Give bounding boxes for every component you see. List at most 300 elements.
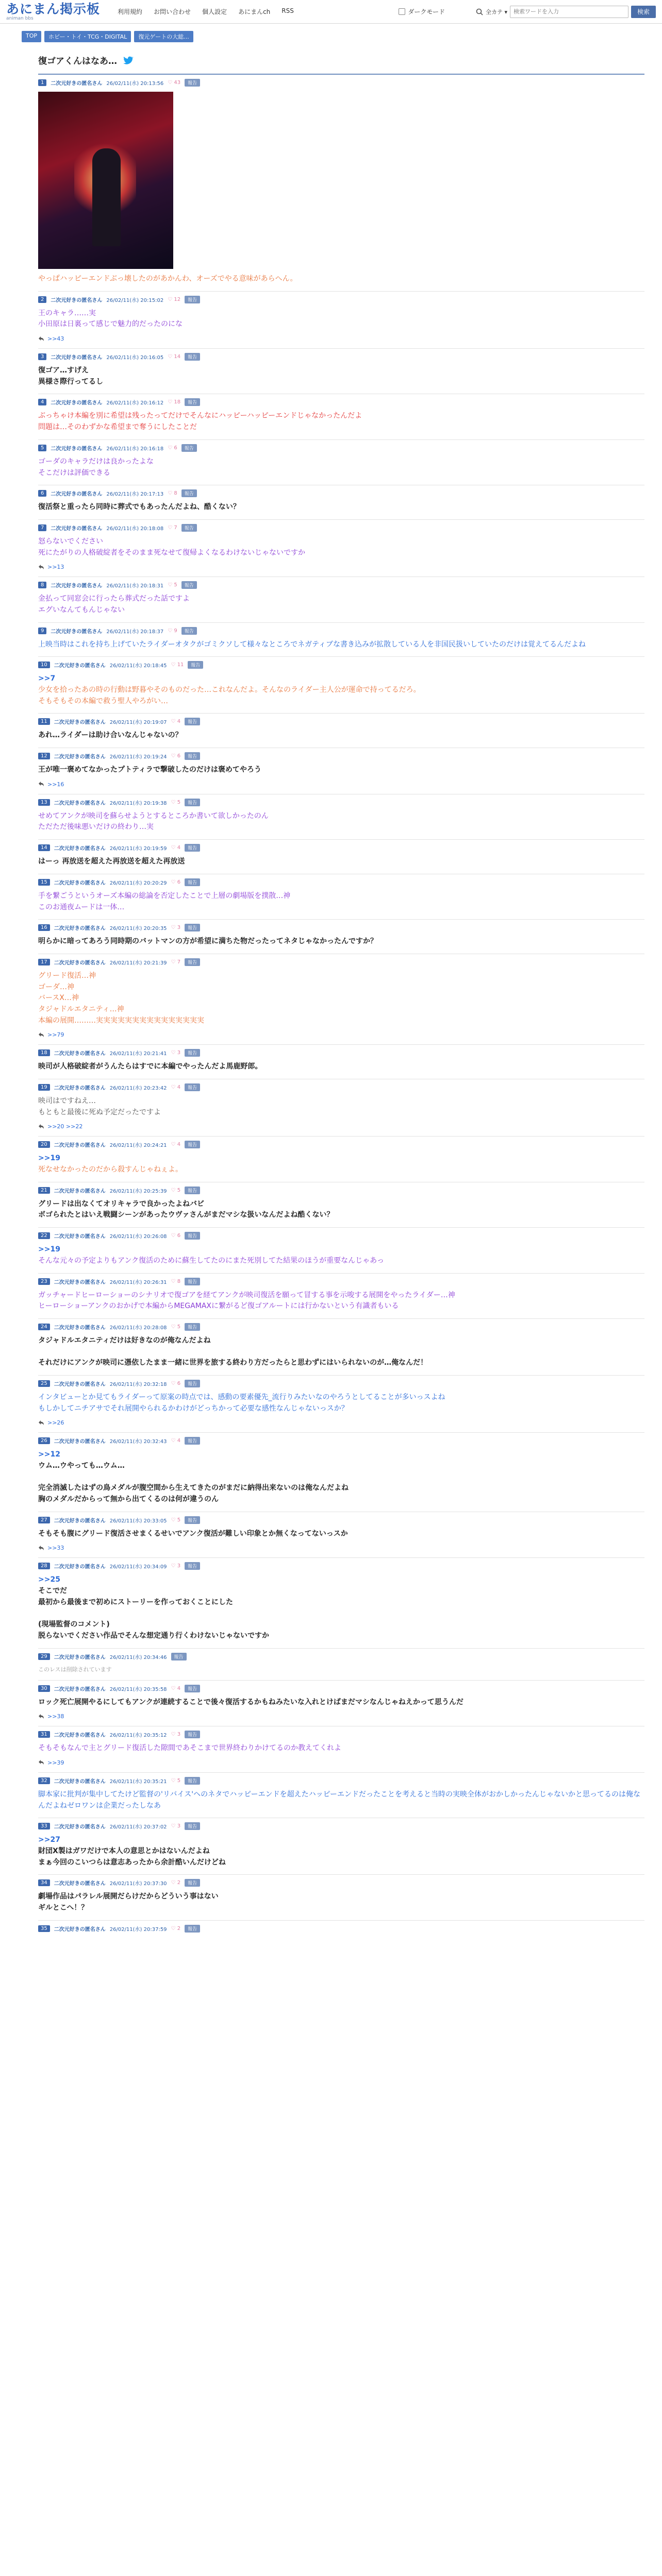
post-author: 二次元好きの匿名さん <box>54 1518 106 1524</box>
like-button[interactable]: ♡ 8 <box>171 1278 181 1284</box>
like-button[interactable]: ♡ 5 <box>171 1187 181 1193</box>
report-button[interactable]: 報告 <box>185 799 200 806</box>
reply-links <box>38 1713 644 1720</box>
post-author: 二次元好きの匿名さん <box>54 1234 106 1240</box>
report-button[interactable]: 報告 <box>188 661 203 669</box>
report-button[interactable]: 報告 <box>185 1731 200 1738</box>
like-button[interactable]: ♡ 18 <box>168 399 181 405</box>
post-date: 26/02/11(水) 20:17:13 <box>106 492 164 498</box>
post-line: エグいなんてもんじゃない <box>38 605 125 614</box>
logo-subtitle: animan bbs <box>6 15 34 21</box>
like-button[interactable]: ♡ 6 <box>171 1380 181 1386</box>
post-body <box>38 365 644 387</box>
post <box>38 954 644 1044</box>
thread-title-row <box>0 42 662 66</box>
post-number[interactable]: 21 <box>38 1187 50 1194</box>
nav-item[interactable]: 個人設定 <box>202 8 227 15</box>
post-date: 26/02/11(水) 20:34:46 <box>109 1654 167 1660</box>
post-number[interactable]: 1 <box>38 79 46 86</box>
post-body <box>38 594 644 616</box>
like-button[interactable]: ♡ 2 <box>171 1925 181 1931</box>
like-button[interactable]: ♡ 7 <box>168 524 177 531</box>
post-line: 復ゴア…すげえ <box>38 366 89 375</box>
post-line: 復活祭と重ったら同時に葬式でもあったんだよね、酷くない？ <box>38 503 240 512</box>
post-header <box>38 1278 644 1285</box>
post <box>38 748 644 794</box>
report-button[interactable]: 報告 <box>185 1437 200 1445</box>
post-date: 26/02/11(水) 20:16:05 <box>106 355 164 361</box>
report-button[interactable]: 報告 <box>185 1562 200 1570</box>
post-date: 26/02/11(水) 20:25:39 <box>109 1188 167 1194</box>
reply-links <box>38 781 644 788</box>
post-body <box>38 1665 644 1674</box>
post-line: まぁ今回のこいつらは意志あったから余計酷いんだけどね <box>38 1858 226 1867</box>
post <box>38 713 644 748</box>
post-line: 財団X製はガワだけで本人の意思とかはないんだよね <box>38 1847 210 1856</box>
quote-link[interactable]: >>12 <box>38 1450 60 1459</box>
search-category-select[interactable]: 全カテ ▾ <box>485 8 507 15</box>
post-header <box>38 958 644 966</box>
logo-title[interactable]: あにまん掲示板 <box>6 1 101 16</box>
post-line: 異様さ際行ってるし <box>38 377 103 386</box>
reply-link[interactable]: >>39 <box>47 1759 64 1766</box>
like-button[interactable]: ♡ 6 <box>171 753 181 759</box>
post-number[interactable]: 6 <box>38 490 46 497</box>
post-author: 二次元好きの匿名さん <box>54 1881 106 1887</box>
post <box>38 656 644 713</box>
post-number[interactable]: 28 <box>38 1563 50 1569</box>
report-button[interactable]: 報告 <box>181 524 197 532</box>
post-number[interactable]: 9 <box>38 628 46 634</box>
post-line: ギルとこへ！？ <box>38 1904 89 1912</box>
search-button[interactable]: 検索 <box>631 6 656 18</box>
post-date: 26/02/11(水) 20:26:08 <box>109 1234 167 1240</box>
like-button[interactable]: ♡ 4 <box>171 1084 181 1090</box>
post-author: 二次元好きの匿名さん <box>51 446 103 452</box>
post-body <box>38 1937 644 1948</box>
post-line: そもそも腹にグリード復活させまくるせいでアンク復活が難しい印象とか無くなってないっスか <box>38 1529 348 1538</box>
header-nav <box>118 7 399 16</box>
post-line: そもそもその本編で救う聖人やろがい… <box>38 697 168 705</box>
post-header <box>38 1437 644 1445</box>
dark-mode-label: ダークモード <box>408 8 445 15</box>
quote-link[interactable]: >>19 <box>38 1245 60 1254</box>
like-button[interactable]: ♡ 3 <box>171 925 181 931</box>
like-button[interactable]: ♡ 4 <box>171 719 181 725</box>
post-header <box>38 878 644 886</box>
post <box>38 1227 644 1273</box>
post-author: 二次元好きの匿名さん <box>54 1086 106 1091</box>
like-button[interactable]: ♡ 3 <box>171 1563 181 1569</box>
post-date: 26/02/11(水) 20:19:38 <box>109 800 167 806</box>
post-line: ゴーダ…神 <box>38 982 74 991</box>
dark-mode-toggle[interactable] <box>399 7 445 16</box>
post-line: インタビューとか見てもライダーって原案の時点では、感動の要素優先_流行りみたいなのやろうとしてることが多いっスよね <box>38 1393 445 1401</box>
post-number[interactable]: 30 <box>38 1685 50 1692</box>
post-author: 二次元好きの匿名さん <box>54 1381 106 1387</box>
post-body <box>38 1529 644 1540</box>
post <box>38 1648 644 1680</box>
post-number[interactable]: 23 <box>38 1278 50 1285</box>
like-button[interactable]: ♡ 5 <box>171 1517 181 1523</box>
like-button[interactable]: ♡ 5 <box>171 799 181 805</box>
post-date: 26/02/11(水) 20:33:05 <box>109 1518 167 1524</box>
report-button[interactable]: 報告 <box>185 1685 200 1692</box>
breadcrumb <box>0 24 662 42</box>
post-number[interactable]: 4 <box>38 399 46 405</box>
like-button[interactable]: ♡ 7 <box>171 959 181 965</box>
post-number[interactable]: 33 <box>38 1823 50 1829</box>
post-line: 映司が人格破綻者がうんたらはすでに本編でやったんだよ馬鹿野郎。 <box>38 1062 262 1071</box>
like-button[interactable]: ♡ 14 <box>168 354 181 360</box>
post-header <box>38 1653 644 1660</box>
nav-item[interactable]: お問い合わせ <box>154 8 191 15</box>
like-button[interactable]: ♡ 3 <box>171 1823 181 1829</box>
reply-link[interactable]: >>38 <box>47 1713 64 1720</box>
breadcrumb-item[interactable]: 復元ゲートの大総... <box>134 31 193 42</box>
report-button[interactable]: 報告 <box>185 878 200 886</box>
post-author: 二次元好きの匿名さん <box>54 1778 106 1785</box>
post-line: 小田原は日裏って感じで魅力的だったのにな <box>38 320 183 329</box>
post-number[interactable]: 31 <box>38 1731 50 1738</box>
post-date: 26/02/11(水) 20:32:43 <box>109 1439 167 1445</box>
post <box>38 519 644 577</box>
reply-arrow-icon <box>38 336 44 342</box>
post-line: ただただ後味悪いだけの終わり…実 <box>38 823 154 832</box>
post-header <box>38 353 644 361</box>
post-line: 問題は…そのわずかな希望まで奪うにしたことだ <box>38 423 197 432</box>
post-header <box>38 1516 644 1524</box>
reply-arrow-icon <box>38 1420 44 1426</box>
post-line: そんな元々の予定よりもアンク復活のために蘇生してたのにまた死別してた結果のほうが重要なんじゃあっ <box>38 1256 385 1265</box>
report-button[interactable]: 報告 <box>185 752 200 760</box>
post-line: 最初から最後まで初めにストーリーを作っておくことにした <box>38 1598 233 1606</box>
post-author: 二次元好きの匿名さん <box>54 1051 106 1057</box>
post-date: 26/02/11(水) 20:19:59 <box>109 846 167 852</box>
nav-item[interactable]: あにまんch <box>238 8 271 15</box>
post-number[interactable]: 27 <box>38 1517 50 1523</box>
post-line <box>38 1472 644 1483</box>
post-author: 二次元好きの匿名さん <box>51 297 103 303</box>
post-header <box>38 1380 644 1387</box>
post-line: 完全消滅したはずの鳥メダルが腹空間から生えてきたのがまだに納得出来ないのは俺なんだよね <box>38 1484 349 1493</box>
post-number[interactable]: 29 <box>38 1653 50 1660</box>
post-date: 26/02/11(水) 20:35:58 <box>109 1686 167 1692</box>
post-line: 本編の展開………実実実実実実実実実実実実実実実 <box>38 1016 204 1025</box>
report-button[interactable]: 報告 <box>185 1141 200 1148</box>
post-number[interactable]: 10 <box>38 662 50 668</box>
post-author: 二次元好きの匿名さん <box>54 1564 106 1570</box>
post-line: そこだけは評価できる <box>38 468 110 477</box>
post <box>38 1273 644 1318</box>
post-line: グリードは出なくてオリキャラで良かったよねバビ <box>38 1199 204 1208</box>
reply-link[interactable]: >>79 <box>47 1031 64 1039</box>
like-button[interactable]: ♡ 4 <box>171 1438 181 1444</box>
post-header <box>38 1083 644 1091</box>
search-input[interactable] <box>510 6 628 18</box>
twitter-share-icon[interactable] <box>122 55 134 66</box>
post-number[interactable]: 13 <box>38 799 50 806</box>
post-number[interactable]: 8 <box>38 582 46 588</box>
post-author: 二次元好きの匿名さん <box>54 846 106 852</box>
post-line: 映司はですねえ… <box>38 1097 96 1105</box>
post-date: 26/02/11(水) 20:18:45 <box>109 663 167 669</box>
report-button[interactable]: 報告 <box>185 1278 200 1285</box>
post-body <box>38 1835 644 1868</box>
post <box>38 439 644 485</box>
post-header <box>38 924 644 931</box>
post-line: 怒らないでください <box>38 537 103 546</box>
post-date: 26/02/11(水) 20:26:31 <box>109 1279 167 1285</box>
reply-link[interactable]: >>26 <box>47 1419 64 1427</box>
post-body <box>38 1244 644 1266</box>
post-author: 二次元好きの匿名さん <box>54 800 106 806</box>
post-number[interactable]: 24 <box>38 1324 50 1330</box>
like-button[interactable]: ♡ 6 <box>171 1233 181 1239</box>
post-body <box>38 1449 644 1505</box>
post-number[interactable]: 11 <box>38 718 50 725</box>
checkbox-icon[interactable] <box>399 8 405 15</box>
post <box>38 874 644 919</box>
post-header <box>38 1232 644 1240</box>
post <box>38 794 644 839</box>
breadcrumb-item[interactable]: ホビー・トイ・TCG・DIGITAL <box>44 31 131 42</box>
post-body <box>38 536 644 558</box>
post <box>38 1136 644 1181</box>
search-area <box>476 6 656 18</box>
post-header <box>38 1777 644 1785</box>
report-button[interactable]: 報告 <box>181 489 197 497</box>
post-number[interactable]: 2 <box>38 296 46 303</box>
reply-links <box>38 564 644 570</box>
post-number[interactable]: 35 <box>38 1925 50 1932</box>
quote-link[interactable]: >>7 <box>38 674 56 683</box>
post-body <box>38 971 644 1026</box>
post-line <box>38 1608 644 1620</box>
post-body <box>38 1096 644 1118</box>
post-header <box>38 718 644 725</box>
post-line: 金払って同窓会に行ったら葬式だった話ですよ <box>38 595 190 603</box>
post-number[interactable]: 17 <box>38 959 50 965</box>
post-body <box>38 308 644 330</box>
post-date: 26/02/11(水) 20:28:08 <box>109 1325 167 1331</box>
post <box>38 348 644 394</box>
report-button[interactable]: 報告 <box>185 1187 200 1194</box>
report-button[interactable]: 報告 <box>185 1232 200 1240</box>
post-date: 26/02/11(水) 20:18:37 <box>106 629 164 635</box>
post-date: 26/02/11(水) 20:20:35 <box>109 926 167 932</box>
nav-item[interactable]: RSS <box>282 7 294 14</box>
post-header <box>38 444 644 452</box>
post-date: 26/02/11(水) 20:24:21 <box>109 1143 167 1149</box>
like-button[interactable]: ♡ 3 <box>171 1050 181 1056</box>
post-header <box>38 1822 644 1830</box>
like-button[interactable]: ♡ 11 <box>171 662 184 668</box>
post-number[interactable]: 25 <box>38 1380 50 1387</box>
like-button[interactable]: ♡ 5 <box>168 582 177 588</box>
report-button[interactable]: 報告 <box>181 581 197 589</box>
like-button[interactable]: ♡ 5 <box>171 1777 181 1784</box>
like-button[interactable]: ♡ 8 <box>168 490 177 497</box>
reply-arrow-icon <box>38 1714 44 1720</box>
post-date: 26/02/11(水) 20:18:08 <box>106 526 164 532</box>
post-number[interactable]: 15 <box>38 879 50 886</box>
post-line: 王が唯一褒めてなかったプトティラで撃破したのだけは褒めてやろう <box>38 766 261 774</box>
report-button[interactable]: 報告 <box>185 79 200 87</box>
post-body <box>38 639 644 651</box>
post <box>38 1079 644 1136</box>
report-button[interactable]: 報告 <box>185 1822 200 1830</box>
post-author: 二次元好きの匿名さん <box>51 81 103 87</box>
report-button[interactable]: 報告 <box>185 958 200 966</box>
post-line: このお通夜ムードは一体… <box>38 903 125 911</box>
post <box>38 291 644 348</box>
quote-link[interactable]: >>19 <box>38 1154 60 1163</box>
post <box>38 1512 644 1558</box>
report-button[interactable]: 報告 <box>185 1925 200 1933</box>
post-number[interactable]: 19 <box>38 1084 50 1091</box>
post-line: そもそもなんで主とグリード復活した隙間であそこまで世界終わりかけてるのか教えてくれよ <box>38 1744 341 1753</box>
post <box>38 1044 644 1079</box>
post-number[interactable]: 26 <box>38 1437 50 1444</box>
reply-links <box>38 1031 644 1038</box>
site-logo[interactable] <box>6 3 100 21</box>
post-header <box>38 581 644 589</box>
like-button[interactable]: ♡ 6 <box>171 879 181 885</box>
post-number[interactable]: 5 <box>38 445 46 451</box>
post-date: 26/02/11(水) 20:35:21 <box>109 1778 167 1785</box>
report-button[interactable]: 報告 <box>185 1777 200 1785</box>
post-line <box>38 1347 644 1358</box>
report-button[interactable]: 報告 <box>185 1380 200 1387</box>
nav-item[interactable]: 利用規約 <box>118 8 143 15</box>
reply-link[interactable]: >>13 <box>47 564 64 571</box>
reply-link[interactable]: >>43 <box>47 335 64 343</box>
like-button[interactable]: ♡ 4 <box>171 845 181 851</box>
post <box>38 394 644 439</box>
post <box>38 622 644 657</box>
post <box>38 1726 644 1772</box>
post-body <box>38 411 644 433</box>
post-header <box>38 1141 644 1148</box>
like-button[interactable]: ♡ 2 <box>171 1880 181 1886</box>
post-header <box>38 1925 644 1933</box>
report-button[interactable]: 報告 <box>181 627 197 635</box>
report-button[interactable]: 報告 <box>185 924 200 931</box>
report-button[interactable]: 報告 <box>185 1083 200 1091</box>
report-button[interactable]: 報告 <box>185 844 200 852</box>
post-body <box>38 936 644 947</box>
post-author: 二次元好きの匿名さん <box>54 1686 106 1692</box>
post-line: もともと最後に死ぬ予定だったですよ <box>38 1108 161 1116</box>
post-number[interactable]: 34 <box>38 1879 50 1886</box>
post-line: 上映当時はこれを持ち上げていたライダーオタクがゴミクソして様々なところでネガティブな書き込みが拡散している人を非国民扱いしていたのだけは覚えてるんだよね <box>38 640 586 649</box>
reply-arrow-icon <box>38 1032 44 1038</box>
post-author: 二次元好きの匿名さん <box>54 663 106 669</box>
report-button[interactable]: 報告 <box>185 296 200 303</box>
reply-link[interactable]: >>20 >>22 <box>47 1123 83 1130</box>
post-header <box>38 844 644 852</box>
post-body <box>38 1789 644 1811</box>
post-number[interactable]: 12 <box>38 753 50 759</box>
post-author: 二次元好きの匿名さん <box>51 492 103 498</box>
post-body <box>38 1697 644 1708</box>
reply-link[interactable]: >>16 <box>47 781 64 788</box>
post-number[interactable]: 14 <box>38 844 50 851</box>
post-line <box>38 1937 644 1948</box>
post-line: ぶっちゃけ本編を別に希望は残ったってだけでそんなにハッピーハッピーエンドじゃなかったんだよ <box>38 412 362 420</box>
post-body <box>38 765 644 776</box>
quote-link[interactable]: >>27 <box>38 1836 60 1844</box>
like-button[interactable]: ♡ 9 <box>168 628 177 634</box>
post <box>38 1772 644 1818</box>
reply-link[interactable]: >>33 <box>47 1545 64 1552</box>
post-line: タジャドルエタニティだけは好きなのが俺なんだよね <box>38 1336 211 1345</box>
post-line: 王のキャラ……実 <box>38 309 96 317</box>
post-header <box>38 1731 644 1738</box>
like-button[interactable]: ♡ 43 <box>168 80 181 86</box>
report-button[interactable]: 報告 <box>185 1516 200 1524</box>
search-icon <box>476 8 483 15</box>
post-number[interactable]: 20 <box>38 1141 50 1148</box>
post-line: はーっ 再放送を超えた再放送を超えた再放送 <box>38 857 185 866</box>
post-body <box>38 1061 644 1073</box>
like-button[interactable]: ♡ 6 <box>168 445 177 451</box>
report-button[interactable]: 報告 <box>171 1653 187 1660</box>
reply-links <box>38 1123 644 1130</box>
like-button[interactable]: ♡ 3 <box>171 1732 181 1738</box>
report-button[interactable]: 報告 <box>185 1049 200 1057</box>
like-button[interactable]: ♡ 4 <box>171 1142 181 1148</box>
post-line: そこでだ <box>38 1587 67 1596</box>
post-number[interactable]: 32 <box>38 1777 50 1784</box>
like-button[interactable]: ♡ 4 <box>171 1685 181 1691</box>
post-author: 二次元好きの匿名さん <box>54 1143 106 1149</box>
report-button[interactable]: 報告 <box>185 398 200 406</box>
post-line: グリード復活…神 <box>38 971 96 980</box>
report-button[interactable]: 報告 <box>185 353 200 361</box>
post-author: 二次元好きの匿名さん <box>54 720 106 726</box>
post-body <box>38 811 644 833</box>
post-body <box>38 1743 644 1754</box>
report-button[interactable]: 報告 <box>181 444 197 452</box>
reply-arrow-icon <box>38 564 44 570</box>
post-number[interactable]: 7 <box>38 524 46 531</box>
post-line: やっぱハッピーエンドぶっ壊したのがあかんわ、オーズでやる意味があらへん。 <box>38 275 297 283</box>
post-body <box>38 1574 644 1641</box>
post-header <box>38 1685 644 1692</box>
post-author: 二次元好きの匿名さん <box>54 926 106 932</box>
post-number[interactable]: 3 <box>38 353 46 360</box>
post-author: 二次元好きの匿名さん <box>54 1279 106 1285</box>
report-button[interactable]: 報告 <box>185 1879 200 1887</box>
like-button[interactable]: ♡ 12 <box>168 296 181 302</box>
quote-link[interactable]: >>25 <box>38 1575 60 1584</box>
reply-arrow-icon <box>38 1124 44 1130</box>
post-number[interactable]: 16 <box>38 924 50 931</box>
post-date: 26/02/11(水) 20:18:31 <box>106 583 164 589</box>
post-date: 26/02/11(水) 20:23:42 <box>109 1086 167 1091</box>
post-number[interactable]: 22 <box>38 1232 50 1239</box>
post-image[interactable] <box>38 92 173 269</box>
post-number[interactable]: 18 <box>38 1049 50 1056</box>
like-button[interactable]: ♡ 5 <box>171 1324 181 1330</box>
report-button[interactable]: 報告 <box>185 1323 200 1331</box>
post <box>38 919 644 954</box>
report-button[interactable]: 報告 <box>185 718 200 725</box>
post <box>38 839 644 874</box>
breadcrumb-item[interactable]: TOP <box>22 31 41 42</box>
